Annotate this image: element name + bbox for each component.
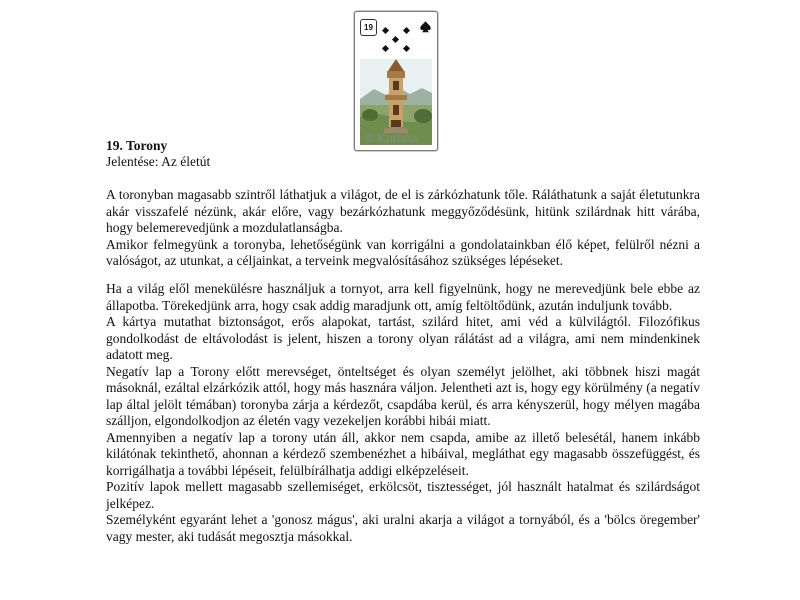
card-meaning: Jelentése: Az életút: [106, 154, 211, 169]
paragraph: Amennyiben a negatív lap a torony után áll, akkor nem csapda, amibe az illető belesétál, hanem inkább kilátónak tekinthető, ahonnan a kérdező szembenézhet a hibáival, megláthat egy magasabb összefüggést, és korrigálhatja a további lépéseit, felülbírálhatja addigi elképzeléseit.: [106, 429, 700, 478]
paragraph: Negatív lap a Torony előtt merevséget, önteltséget és olyan személyt jelölhet, aki többnek hiszi magát másoknál, ezáltal elzárkózik attól, hogy más hasznára váljon. Jelentheti azt is, hogy egy körülmény (a negatív lap által jelölt témában) toronyba zárja a kérdezőt, csapdába kerül, és arra kényszerül, hogy mélyen magába szálljon, elgondolkodjon az életén vagy vezekeljen korábbi hibái miatt.: [106, 363, 700, 428]
pip: [403, 45, 410, 52]
paragraph: A kártya mutathat biztonságot, erős alapokat, tartást, szilárd hitet, ami véd a külvilágtól. Filozófikus gondolkodást de eltávolodást is jelent, hiszen a torony olyan rálátást ad a világra, ami nem mindenkinek adatott meg.: [106, 314, 700, 362]
pip: [382, 27, 389, 34]
spade-suit-icon: [419, 20, 432, 33]
paragraph: A toronyban magasabb szintről láthatjuk a világot, de el is zárkózhatunk tőle. Ráláthatunk a saját életutunkra akár visszafelé nézünk, akár előre, vagy bezárkózhatunk meggyőződésünk, hitünk szilárdnak hitt várába, hogy belemerevedjünk a mozdulatlanságba.: [106, 187, 700, 235]
paragraph: Amikor felmegyünk a toronyba, lehetőségünk van korrigálni a gondolatainkban élő képet, felülről nézni a valóságot, az utunkat, a céljainkat, a terveink megvalósításához szükséges lépéseket.: [106, 236, 700, 268]
copyright-watermark: © Kartina: [365, 131, 418, 145]
page-title: 19. Torony: [106, 138, 168, 153]
paragraph: Pozitív lapok mellett magasabb szellemiséget, erkölcsöt, tisztességet, jól használt hatalmat és szilárdságot jelképez.: [106, 479, 700, 511]
tower-card-image: [354, 11, 438, 151]
paragraph: Személyként egyaránt lehet a 'gonosz mágus', aki uralni akarja a világot a tornyából, és a 'bölcs öregember' vagy mester, aki tudását megosztja másokkal.: [106, 512, 700, 544]
card-pips: [380, 26, 413, 54]
paragraph: Ha a világ elől menekülésre használjuk a tornyot, arra kell figyelnünk, hogy ne merevedjünk bele ebbe az állapotba. Törekedjünk arra, hogy csak addig maradjunk ott, amíg feltöltődünk, azután induljunk tovább.: [106, 281, 700, 313]
pip: [382, 45, 389, 52]
description-block-1: [106, 187, 700, 270]
pip: [403, 27, 410, 34]
description-block-2: [106, 281, 700, 545]
card-number: 19: [360, 19, 377, 36]
pip: [392, 36, 399, 43]
